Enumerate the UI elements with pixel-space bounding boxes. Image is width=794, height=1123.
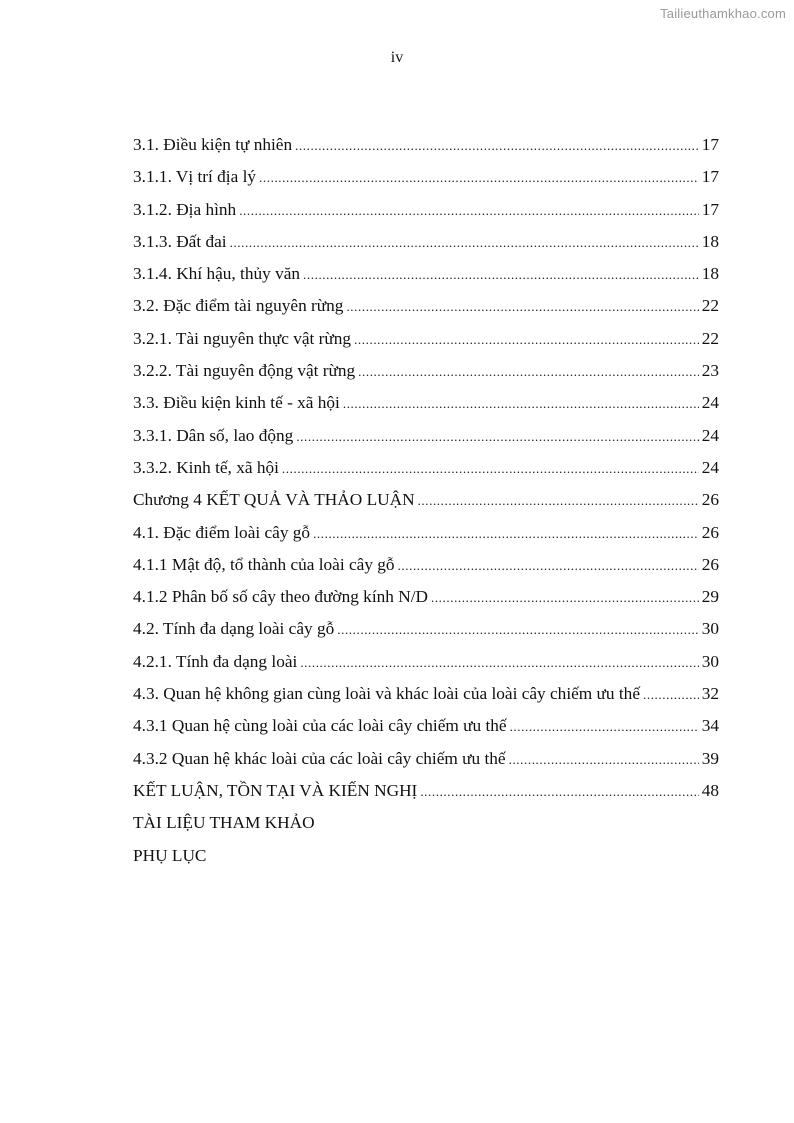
toc-entry xyxy=(133,355,719,387)
toc-entry xyxy=(133,549,719,581)
toc-entry xyxy=(133,775,719,807)
toc-entry-page: 24 xyxy=(701,425,719,445)
toc-entry-title: 3.2.1. Tài nguyên thực vật rừng xyxy=(133,328,352,348)
toc-dot-leader xyxy=(313,518,699,550)
toc-entry-page: 24 xyxy=(701,457,719,477)
toc-entry xyxy=(133,290,719,322)
toc-entry-title: PHỤ LỤC xyxy=(133,845,207,865)
toc-dot-leader xyxy=(510,711,699,743)
toc-dot-leader xyxy=(509,744,699,776)
toc-entry-title: 4.2.1. Tính đa dạng loài xyxy=(133,651,298,671)
toc-dot-leader xyxy=(343,388,699,420)
toc-entry-page: 34 xyxy=(701,716,719,736)
toc-dot-leader xyxy=(358,356,699,388)
toc-entry-page: 32 xyxy=(701,684,719,704)
toc-dot-leader xyxy=(230,227,699,259)
toc-entry-title: 4.1. Đặc điểm loài cây gỗ xyxy=(133,522,311,542)
toc-dot-leader xyxy=(643,679,699,711)
toc-entry-title: 4.3.1 Quan hệ cùng loài của các loài cây chiếm ưu thế xyxy=(133,716,507,736)
toc-dot-leader xyxy=(295,130,699,162)
toc-entry xyxy=(133,613,719,645)
toc-entry-title: KẾT LUẬN, TỒN TẠI VÀ KIẾN NGHỊ xyxy=(133,780,418,800)
toc-entry-title: 3.1.2. Địa hình xyxy=(133,199,237,219)
toc-entry xyxy=(133,484,719,516)
toc-dot-leader xyxy=(431,582,699,614)
toc-entry-title: 3.1.1. Vị trí địa lý xyxy=(133,167,257,187)
toc-dot-leader xyxy=(303,259,699,291)
toc-dot-leader xyxy=(354,324,699,356)
toc-entry xyxy=(133,581,719,613)
toc-entry-title: 3.3.2. Kinh tế, xã hội xyxy=(133,457,279,477)
toc-entry-title: 4.1.1 Mật độ, tổ thành của loài cây gỗ xyxy=(133,554,395,574)
toc-entry-title: 3.1.4. Khí hậu, thủy văn xyxy=(133,264,301,284)
toc-entry-page: 39 xyxy=(701,748,719,768)
toc-entry-title: 3.1.3. Đất đai xyxy=(133,231,227,251)
toc-dot-leader xyxy=(418,485,699,517)
toc-entry-page: 48 xyxy=(701,780,719,800)
toc-entry xyxy=(133,226,719,258)
toc-entry-page: 24 xyxy=(701,393,719,413)
toc-entry xyxy=(133,646,719,678)
toc-entry-page: 23 xyxy=(701,361,719,381)
toc-entry-page: 18 xyxy=(701,231,719,251)
toc-dot-leader xyxy=(420,776,699,808)
toc-entry xyxy=(133,807,719,839)
toc-entry-page: 30 xyxy=(701,619,719,639)
toc-dot-leader xyxy=(337,614,699,646)
toc-dot-leader xyxy=(259,162,699,194)
watermark-text: Tailieuthamkhao.com xyxy=(660,6,786,21)
toc-entry-page: 26 xyxy=(701,490,719,510)
toc-dot-leader xyxy=(300,647,699,679)
table-of-contents xyxy=(133,129,719,872)
toc-entry-title: 3.3.1. Dân số, lao động xyxy=(133,425,294,445)
toc-entry xyxy=(133,517,719,549)
toc-entry xyxy=(133,840,719,872)
toc-entry xyxy=(133,129,719,161)
toc-entry xyxy=(133,452,719,484)
toc-entry-title: Chương 4 KẾT QUẢ VÀ THẢO LUẬN xyxy=(133,490,415,510)
toc-entry-page: 26 xyxy=(701,522,719,542)
toc-entry-title: 4.1.2 Phân bố số cây theo đường kính N/D xyxy=(133,587,428,607)
toc-entry xyxy=(133,678,719,710)
toc-entry-page: 18 xyxy=(701,264,719,284)
toc-dot-leader xyxy=(282,453,699,485)
toc-entry-page: 22 xyxy=(701,328,719,348)
toc-entry-title: TÀI LIỆU THAM KHẢO xyxy=(133,813,315,833)
toc-entry-title: 3.2. Đặc điểm tài nguyên rừng xyxy=(133,296,344,316)
toc-entry xyxy=(133,387,719,419)
toc-dot-leader xyxy=(239,195,699,227)
toc-entry xyxy=(133,258,719,290)
toc-entry-page: 22 xyxy=(701,296,719,316)
toc-entry-title: 3.3. Điều kiện kinh tế - xã hội xyxy=(133,393,340,413)
toc-entry-page: 17 xyxy=(701,167,719,187)
toc-entry-title: 3.1. Điều kiện tự nhiên xyxy=(133,135,293,154)
toc-dot-leader xyxy=(346,291,699,323)
toc-entry xyxy=(133,161,719,193)
toc-dot-leader xyxy=(398,550,699,582)
toc-entry-page: 26 xyxy=(701,554,719,574)
toc-entry xyxy=(133,743,719,775)
toc-entry xyxy=(133,323,719,355)
toc-entry xyxy=(133,710,719,742)
toc-entry xyxy=(133,194,719,226)
toc-entry-page: 17 xyxy=(701,199,719,219)
toc-entry-page: 29 xyxy=(701,587,719,607)
toc-entry-page: 17 xyxy=(701,135,719,154)
toc-entry xyxy=(133,420,719,452)
toc-entry-title: 4.2. Tính đa dạng loài cây gỗ xyxy=(133,619,335,639)
toc-entry-title: 3.2.2. Tài nguyên động vật rừng xyxy=(133,361,356,381)
toc-entry-page: 30 xyxy=(701,651,719,671)
toc-entry-title: 4.3.2 Quan hệ khác loài của các loài cây chiếm ưu thế xyxy=(133,748,506,768)
toc-entry-title: 4.3. Quan hệ không gian cùng loài và khác loài của loài cây chiếm ưu thế xyxy=(133,684,640,704)
toc-dot-leader xyxy=(296,421,699,453)
page-number: iv xyxy=(390,49,404,66)
